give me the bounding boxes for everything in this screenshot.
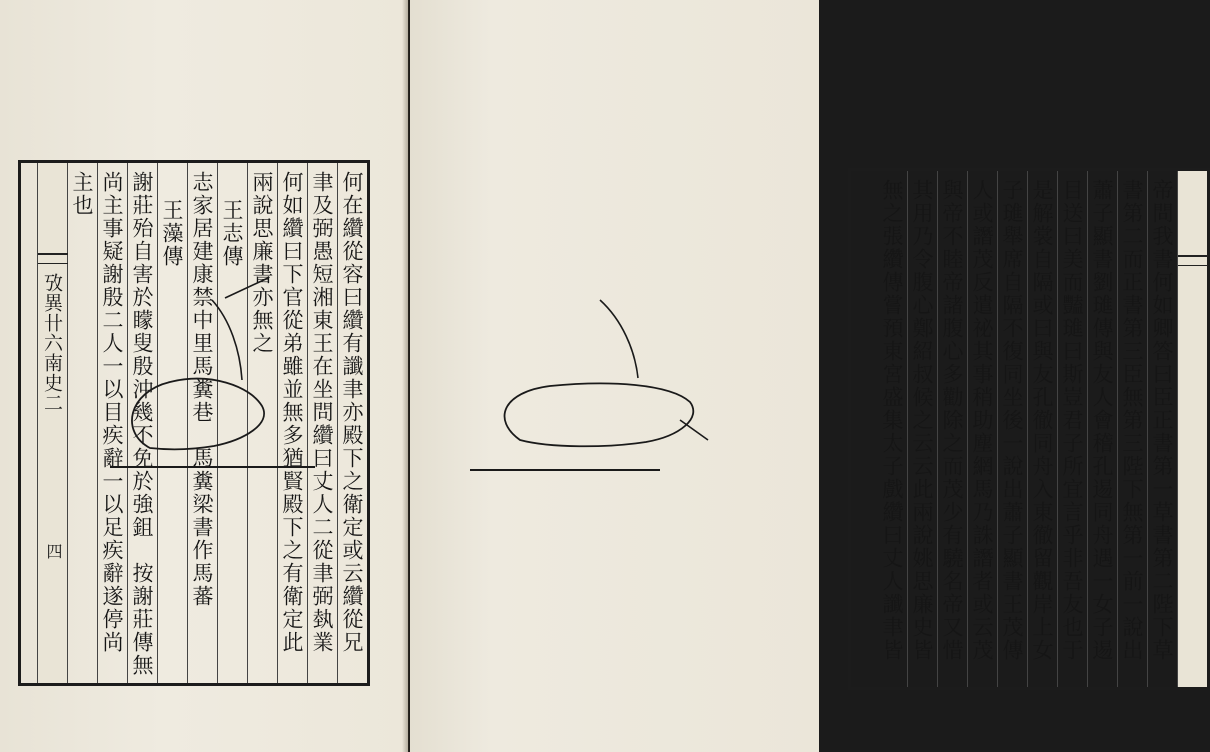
right-column-4: 目送曰美而豔璡曰斯豈君子所宜言乎非吾友也于 <box>1057 171 1087 687</box>
right-column-3: 蕭子顯書劉璡傳與友人會稽孔逷同舟遇一女子逷 <box>1087 171 1117 687</box>
right-text-frame <box>848 168 1210 690</box>
right-column-8: 與帝不睦帝諸腹心多勸除之而茂少有驍名帝又惜 <box>937 171 967 687</box>
left-text-frame <box>18 160 370 686</box>
pencil-annotation-right <box>410 0 819 752</box>
right-page <box>410 0 1174 752</box>
left-column-10: 主也 <box>67 163 97 683</box>
left-column-5-heading: 王志傳 <box>217 163 247 683</box>
right-column-10: 無之張纘傳嘗預東宮盛集太子戲纘曰丈人讖聿皆 <box>880 179 904 662</box>
right-column-2: 書第二而正書第三臣無第三陛下無第一前一說出 <box>1117 171 1147 687</box>
right-column-7: 人或譖茂反遣祕其事稍助塵網馬乃誅譖者或云茂 <box>967 171 997 687</box>
left-column-8: 謝莊殆自害於矇叟殷沖幾不免於強鉏 按謝莊傳無 <box>127 163 157 683</box>
fishtail-mark <box>38 253 68 264</box>
left-column-3: 何如纘曰下官從弟雖並無多猶賢殿下之有衛定此 <box>277 163 307 683</box>
fishtail-mark <box>1178 255 1208 266</box>
right-column-1: 帝問我書何如卿答曰臣正書第一草書第二陛下草 <box>1147 171 1177 687</box>
book-title-band: 攷異卄六南史二 <box>41 273 63 413</box>
page-number: 四 <box>44 543 63 559</box>
left-column-7-heading: 王藻傳 <box>157 163 187 683</box>
left-center-band <box>37 163 67 683</box>
right-column-5: 是解裳自隔或曰與友孔徹同舟入東徹留觀岸上女 <box>1027 171 1057 687</box>
left-column-2: 聿及弼愚短湘東王在坐問纘曰丈人二從聿弼埶業 <box>307 163 337 683</box>
right-column-9: 其用乃令腹心鄭紹叔候之云云此兩說姚思廉史皆 <box>907 171 937 687</box>
right-center-band <box>1177 171 1207 687</box>
left-column-9: 尚主事疑謝殷二人一以目疾辭一以足疾辭遂停尚 <box>97 163 127 683</box>
left-column-4: 兩說思廉書亦無之 <box>247 163 277 683</box>
left-page <box>0 0 408 752</box>
left-column-1: 何在纘從容曰纘有讖聿亦殿下之衛定或云纘從兄 <box>337 163 367 683</box>
right-column-6: 子璡舉席自隔不復同坐後一說出蕭子顯書王茂傳 <box>997 171 1027 687</box>
left-column-6: 志家居建康禁中里馬糞巷 馬糞梁書作馬蕃 <box>187 163 217 683</box>
